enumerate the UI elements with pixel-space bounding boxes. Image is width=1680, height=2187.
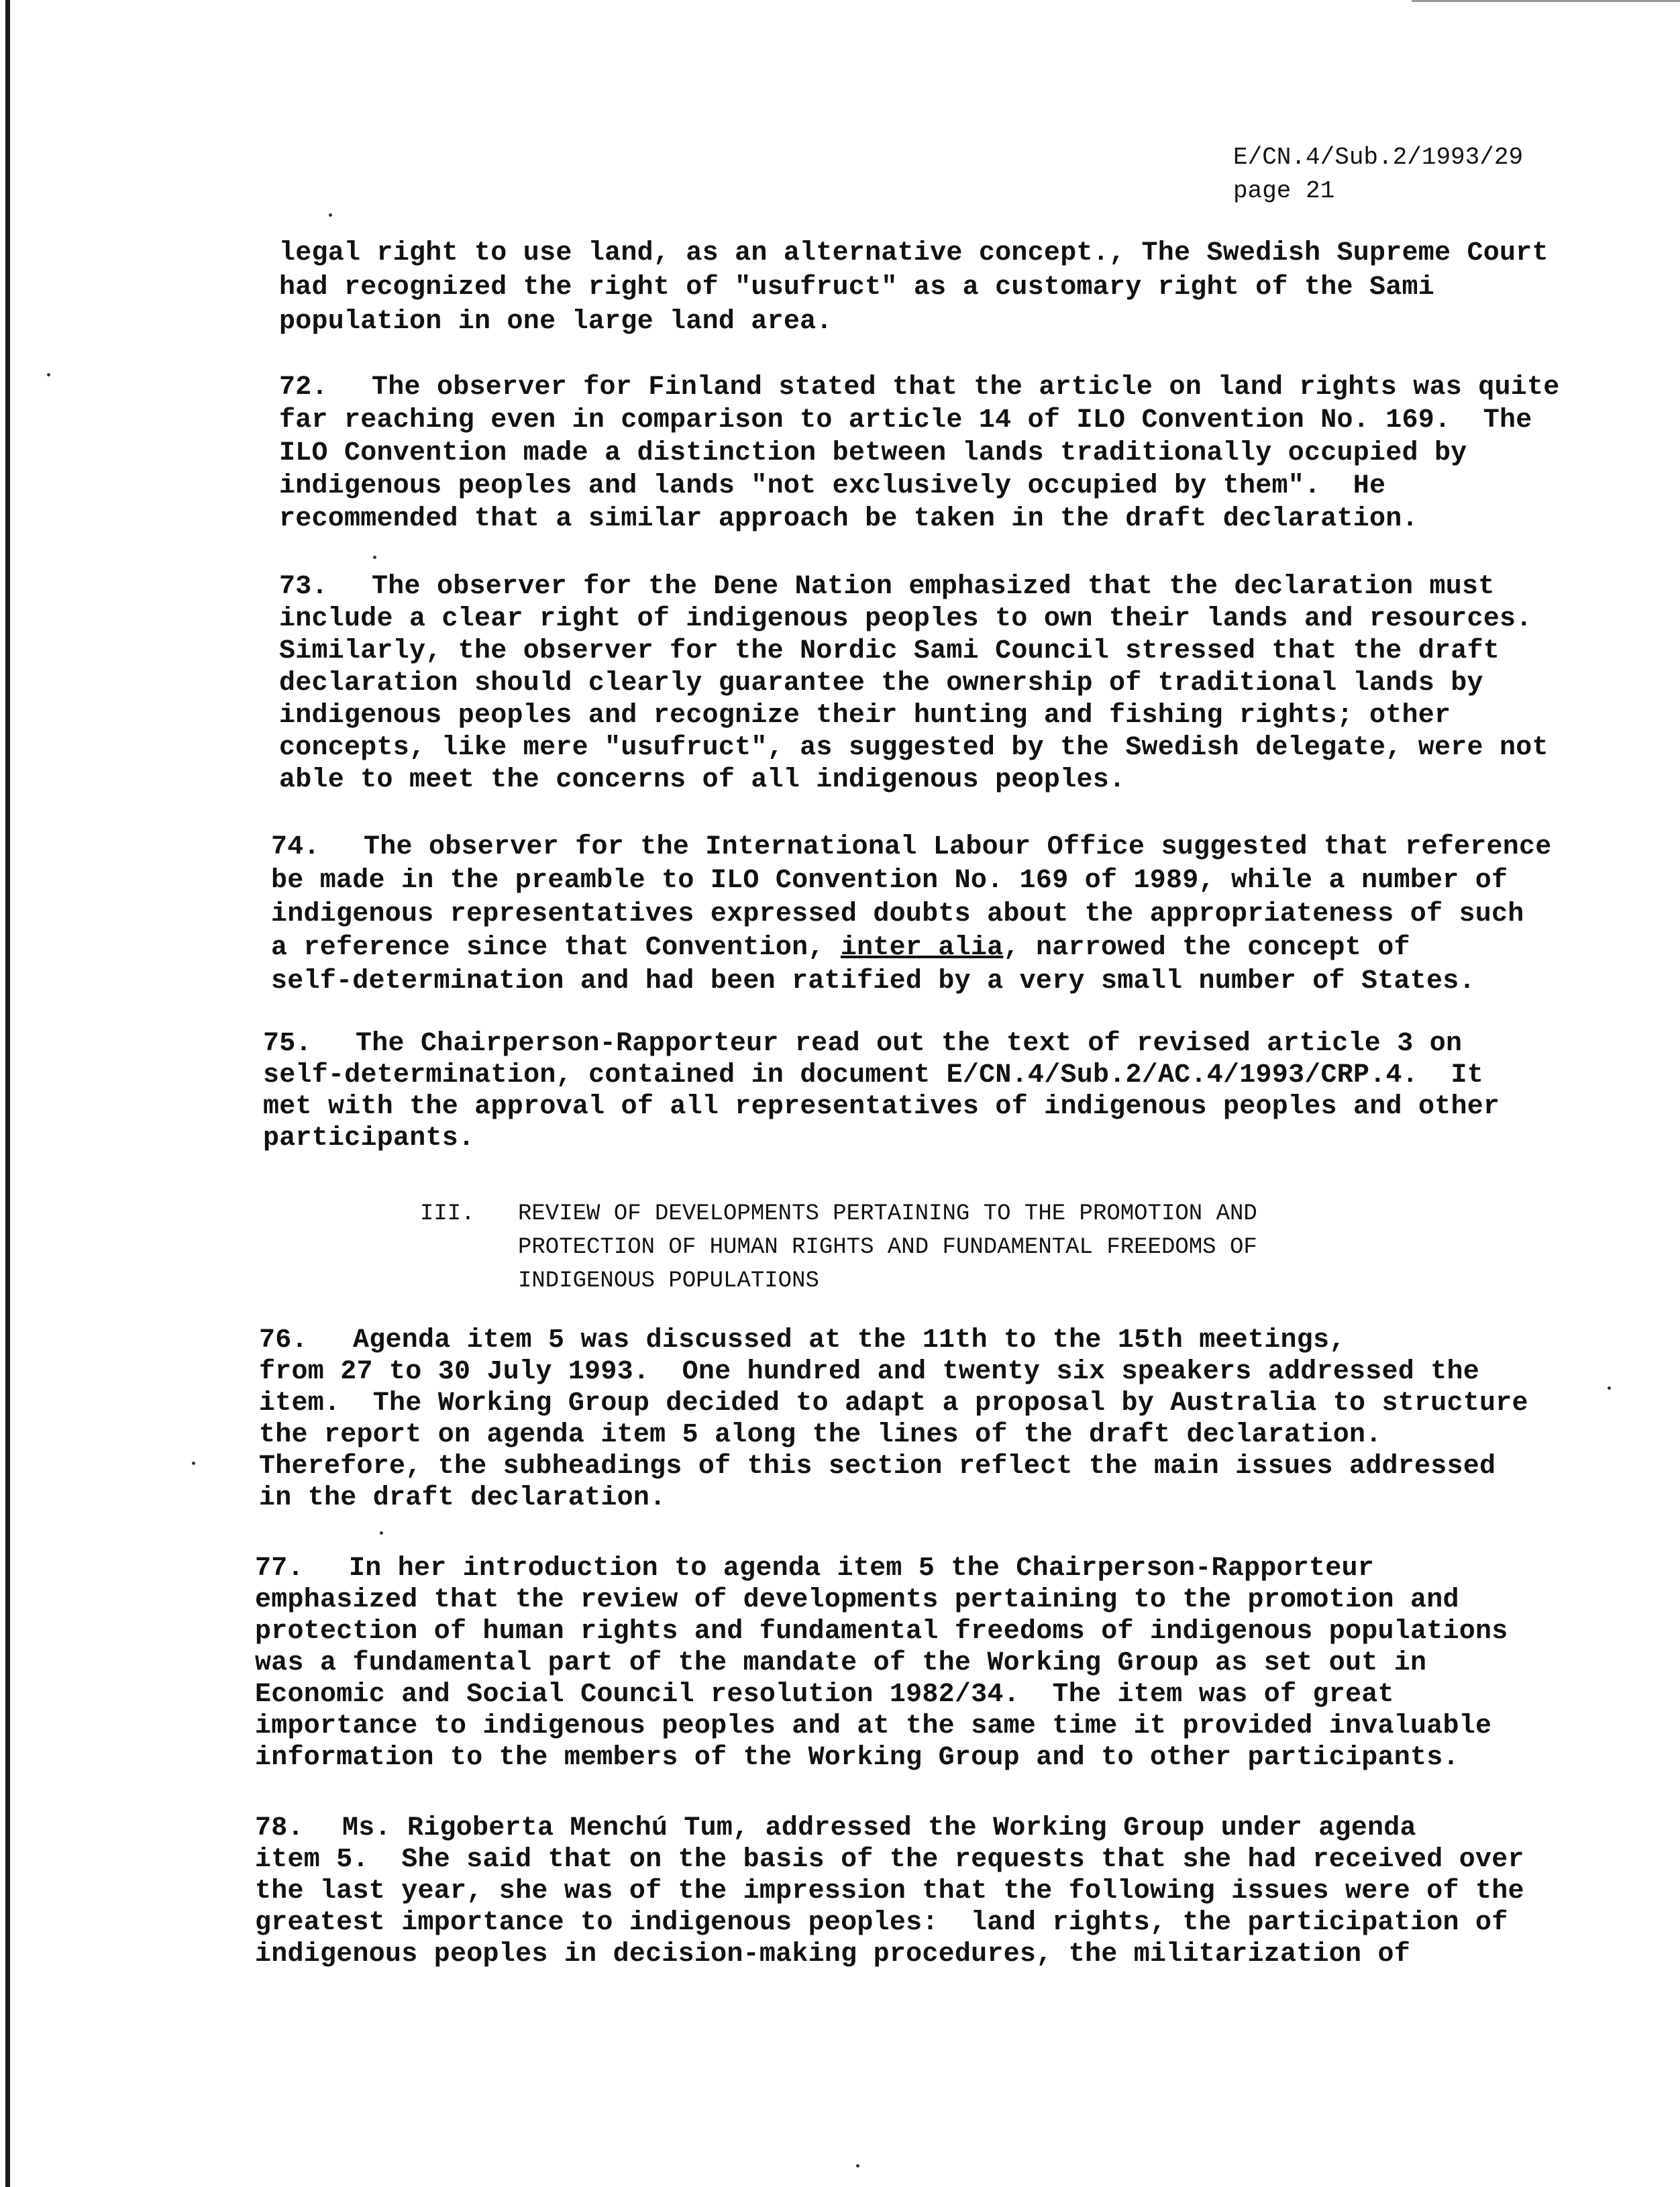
paragraph-72-number: 72.	[279, 372, 328, 403]
paragraph-73-line-7: able to meet the concerns of all indigenous peoples.	[279, 765, 1126, 795]
paragraph-75-line-4: participants.	[263, 1123, 475, 1154]
paragraph-78-line-5: indigenous peoples in decision-making procedures, the militarization of	[255, 1939, 1411, 1970]
paragraph-73-line-1: The observer for the Dene Nation emphasized that the declaration must	[372, 572, 1495, 602]
paragraph-73-line-2: include a clear right of indigenous peoples to own their lands and resources.	[279, 604, 1532, 634]
paragraph-77-line-7: information to the members of the Working Group and to other participants.	[255, 1743, 1459, 1773]
paragraph-76-line-4: the report on agenda item 5 along the lines of the draft declaration.	[259, 1420, 1382, 1450]
paragraph-77-number: 77.	[255, 1554, 304, 1584]
paragraph-73-number: 73.	[279, 572, 328, 602]
paragraph-72-line-1: The observer for Finland stated that the article on land rights was quite	[372, 372, 1560, 403]
scan-left-border	[5, 0, 10, 2187]
paragraph-74-line-1: The observer for the International Labour Office suggested that reference	[364, 832, 1552, 862]
paragraph-76-line-6: in the draft declaration.	[259, 1483, 666, 1513]
paragraph-78-line-3: the last year, she was of the impression that the following issues were of the	[255, 1876, 1524, 1906]
scan-speck	[47, 373, 50, 376]
scan-speck	[192, 1462, 195, 1465]
paragraph-78-line-2: item 5. She said that on the basis of the requests that she had received over	[255, 1845, 1524, 1875]
scan-speck	[373, 556, 376, 559]
scan-speck	[1608, 1386, 1611, 1390]
document-symbol: E/CN.4/Sub.2/1993/29	[1233, 144, 1524, 171]
paragraph-73-line-6: concepts, like mere "usufruct", as suggested by the Swedish delegate, were not	[279, 733, 1548, 763]
continuation-line-2: had recognized the right of "usufruct" as a customary right of the Sami	[279, 272, 1435, 303]
paragraph-73-line-3: Similarly, the observer for the Nordic Sami Council stressed that the draft	[279, 636, 1500, 666]
paragraph-74-line-2: be made in the preamble to ILO Convention No. 169 of 1989, while a number of	[271, 866, 1508, 896]
section-heading-line-1: REVIEW OF DEVELOPMENTS PERTAINING TO THE PROMOTION AND	[518, 1201, 1257, 1227]
paragraph-76-line-1: Agenda item 5 was discussed at the 11th to the 15th meetings,	[353, 1325, 1346, 1356]
paragraph-77-line-4: was a fundamental part of the mandate of the Working Group as set out in	[255, 1648, 1427, 1678]
paragraph-73-line-5: indigenous peoples and recognize their hunting and fishing rights; other	[279, 701, 1451, 731]
paragraph-74-line-5: self-determination and had been ratified by a very small number of States.	[271, 966, 1475, 997]
paragraph-75-line-1: The Chairperson-Rapporteur read out the text of revised article 3 on	[356, 1029, 1463, 1059]
paragraph-75-line-3: met with the approval of all representatives of indigenous peoples and other	[263, 1092, 1500, 1122]
paragraph-77-line-6: importance to indigenous peoples and at the same time it provided invaluable	[255, 1711, 1492, 1741]
paragraph-76-line-3: item. The Working Group decided to adapt a proposal by Australia to structure	[259, 1388, 1528, 1419]
paragraph-76-number: 76.	[259, 1325, 308, 1356]
paragraph-77-line-5: Economic and Social Council resolution 1982/34. The item was of great	[255, 1680, 1394, 1710]
paragraph-75-line-2: self-determination, contained in document E/CN.4/Sub.2/AC.4/1993/CRP.4. It	[263, 1060, 1484, 1090]
paragraph-74-line-4	[271, 933, 1410, 963]
paragraph-74-line-4-end: , narrowed the concept of	[1003, 933, 1410, 963]
paragraph-77-line-3: protection of human rights and fundamental freedoms of indigenous populations	[255, 1617, 1508, 1647]
document-header	[1233, 141, 1523, 208]
paragraph-74-line-3: indigenous representatives expressed doubts about the appropriateness of such	[271, 899, 1524, 929]
continuation-line-3: population in one large land area.	[279, 307, 833, 337]
scan-speck	[329, 213, 332, 217]
paragraph-72-line-2: far reaching even in comparison to article 14 of ILO Convention No. 169. The	[279, 405, 1532, 436]
paragraph-76-line-2: from 27 to 30 July 1993. One hundred and twenty six speakers addressed the	[259, 1357, 1480, 1387]
scan-speck	[380, 1531, 383, 1535]
paragraph-73-line-4: declaration should clearly guarantee the ownership of traditional lands by	[279, 668, 1483, 699]
page-number: page 21	[1233, 177, 1335, 205]
inter-alia-underlined: inter alia	[840, 933, 1004, 963]
scan-speck	[856, 2164, 859, 2168]
paragraph-75-number: 75.	[263, 1029, 312, 1059]
continuation-line-1: legal right to use land, as an alternative concept., The Swedish Supreme Court	[279, 238, 1548, 268]
paragraph-78-line-1: Ms. Rigoberta Menchú Tum, addressed the Working Group under agenda	[342, 1813, 1416, 1843]
paragraph-78-line-4: greatest importance to indigenous peoples: land rights, the participation of	[255, 1908, 1508, 1938]
section-heading-line-2: PROTECTION OF HUMAN RIGHTS AND FUNDAMENTAL FREEDOMS OF	[518, 1235, 1257, 1260]
paragraph-74-number: 74.	[271, 832, 320, 862]
section-numeral: III.	[420, 1201, 475, 1227]
paragraph-76-line-5: Therefore, the subheadings of this section reflect the main issues addressed	[259, 1452, 1496, 1482]
paragraph-77-line-2: emphasized that the review of developments pertaining to the promotion and	[255, 1585, 1459, 1615]
scan-top-edge	[1412, 0, 1680, 2]
paragraph-78-number: 78.	[255, 1813, 304, 1843]
paragraph-72-line-4: indigenous peoples and lands "not exclusively occupied by them". He	[279, 471, 1386, 501]
paragraph-72-line-5: recommended that a similar approach be taken in the draft declaration.	[279, 504, 1418, 534]
paragraph-74-line-4-start: a reference since that Convention,	[271, 933, 841, 963]
paragraph-77-line-1: In her introduction to agenda item 5 the Chairperson-Rapporteur	[349, 1554, 1374, 1584]
paragraph-72-line-3: ILO Convention made a distinction between lands traditionally occupied by	[279, 438, 1467, 468]
section-heading-line-3: INDIGENOUS POPULATIONS	[518, 1268, 819, 1294]
